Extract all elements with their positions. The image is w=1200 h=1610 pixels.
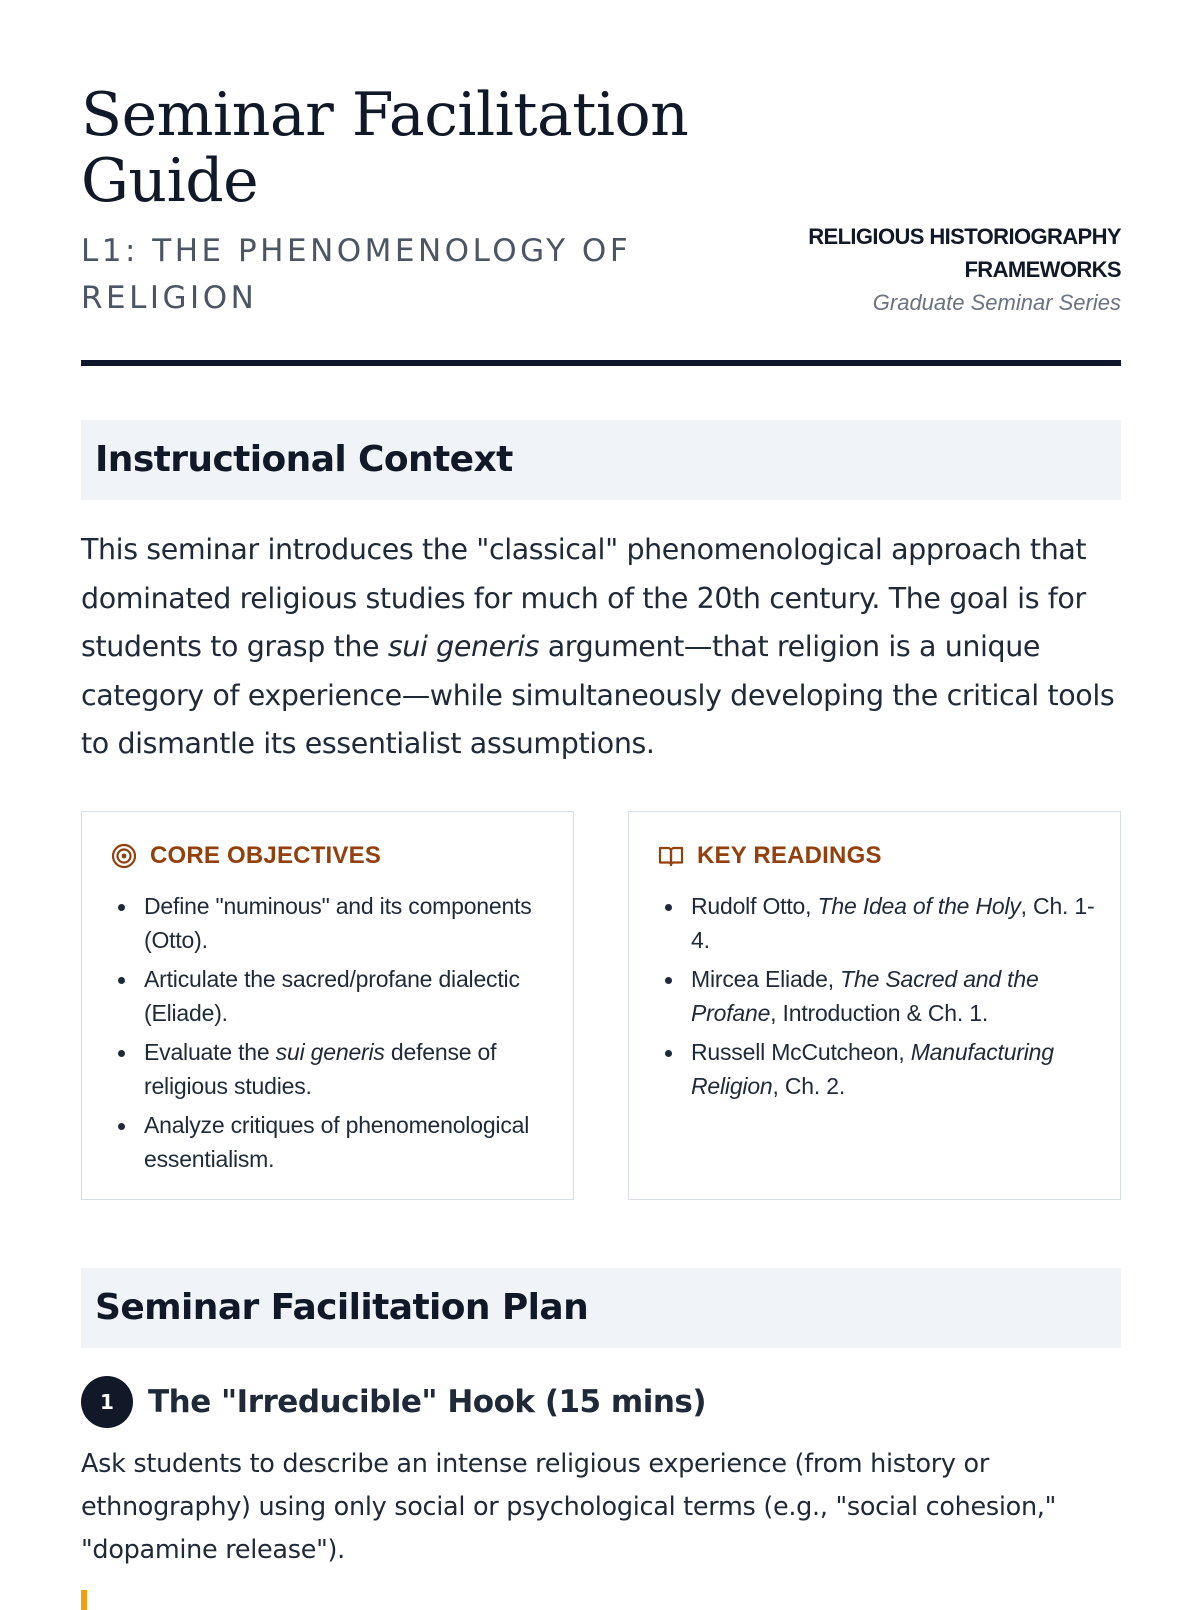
intro-emphasis: sui generis bbox=[387, 630, 540, 663]
list-item bbox=[110, 890, 550, 957]
lesson-subtitle: L1: THE PHENOMENOLOGY OF RELIGION bbox=[81, 233, 632, 316]
series-subtitle: Graduate Seminar Series bbox=[872, 290, 1121, 315]
document-page bbox=[81, 0, 1121, 1565]
reading-author: Russell McCutcheon, bbox=[691, 1039, 911, 1065]
reading-chapters: , Introduction & Ch. 1. bbox=[770, 999, 989, 1026]
reading-work: The Sacred and the Profane bbox=[691, 966, 1039, 1026]
list-item bbox=[657, 1036, 1097, 1103]
reading-chapters: , Ch. 1-4. bbox=[691, 893, 1095, 953]
readings-card-header bbox=[657, 842, 882, 870]
section-heading-text: Seminar Facilitation Plan bbox=[95, 1287, 589, 1328]
list-item bbox=[657, 963, 1097, 1030]
readings-card bbox=[628, 811, 1121, 1200]
step-number-badge: 1 bbox=[81, 1376, 133, 1428]
objective-text-start: Evaluate the bbox=[144, 1039, 276, 1065]
list-item bbox=[657, 890, 1097, 957]
reading-work: Manufacturing Religion bbox=[691, 1039, 1054, 1099]
series-block bbox=[761, 220, 1121, 319]
readings-list bbox=[657, 890, 1097, 1109]
reading-author: Rudolf Otto, bbox=[691, 893, 818, 919]
document-header bbox=[81, 0, 1121, 368]
intro-text-start: This seminar introduces the "classical" phenomenological approach that dominated religious studies for much of the 20th century. The goal is for students to grasp the bbox=[81, 533, 1087, 663]
objective-emphasis: sui generis bbox=[275, 1039, 385, 1065]
list-item bbox=[110, 1109, 550, 1176]
section-heading-facilitation-plan bbox=[81, 1268, 1121, 1348]
header-divider bbox=[81, 360, 1121, 366]
list-item bbox=[110, 1036, 550, 1103]
reading-work: The Idea of the Holy bbox=[817, 893, 1021, 919]
section-heading-instructional-context bbox=[81, 420, 1121, 500]
objective-text: Analyze critiques of phenomenological essentialism. bbox=[144, 1112, 530, 1172]
step-description: Ask students to describe an intense religious experience (from history or ethnography) using only social or psychological terms (e.g., "social cohesion," "dopamine release"). bbox=[81, 1449, 1057, 1565]
objectives-card-header bbox=[110, 842, 381, 870]
section-heading-text: Instructional Context bbox=[95, 439, 513, 480]
list-item bbox=[110, 963, 550, 1030]
book-icon bbox=[657, 842, 685, 870]
intro-text-end: argument—that religion is a unique category of experience—while simultaneously developing the critical tools to dismantle its essentialist assumptions. bbox=[81, 630, 1115, 760]
objectives-title: CORE OBJECTIVES bbox=[150, 842, 382, 869]
step-title: The "Irreducible" Hook (15 mins) bbox=[148, 1384, 707, 1420]
objective-text: Define "numinous" and its components (Otto). bbox=[144, 893, 532, 953]
series-name: RELIGIOUS HISTORIOGRAPHY FRAMEWORKS bbox=[808, 224, 1121, 282]
step-1-header bbox=[81, 1376, 706, 1428]
document-title: Seminar Facilitation Guide bbox=[81, 80, 689, 216]
reading-author: Mircea Eliade, bbox=[691, 966, 841, 992]
objective-text: Articulate the sacred/profane dialectic (Eliade). bbox=[144, 966, 520, 1026]
readings-title: KEY READINGS bbox=[697, 842, 882, 869]
reading-chapters: , Ch. 2. bbox=[772, 1072, 846, 1099]
intro-paragraph bbox=[81, 526, 1121, 769]
objectives-list bbox=[110, 890, 550, 1182]
objectives-card bbox=[81, 811, 574, 1200]
target-icon bbox=[110, 842, 138, 870]
callout-accent-bar bbox=[81, 1590, 87, 1610]
objective-text-end: defense of religious studies. bbox=[144, 1039, 497, 1099]
